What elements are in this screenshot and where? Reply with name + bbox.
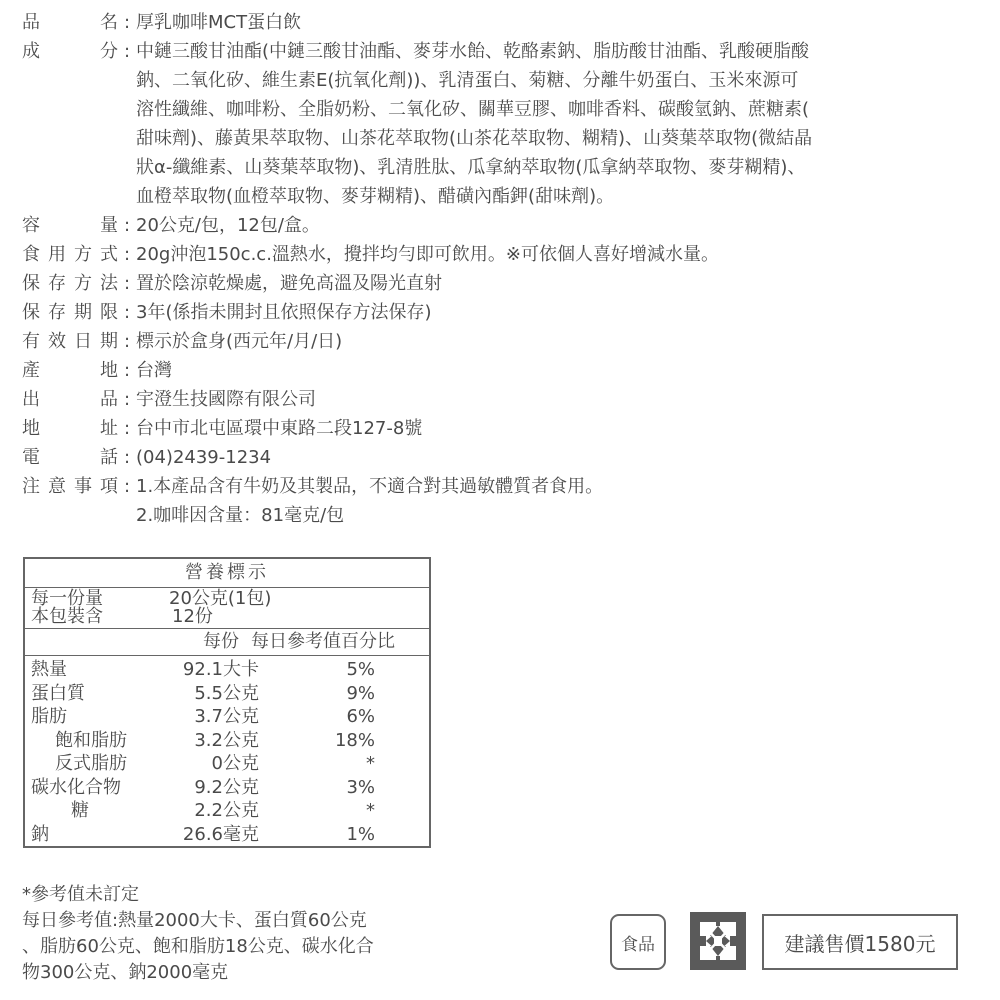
nutrition-row: [25, 658, 429, 682]
info-label: 成 分: [22, 41, 118, 62]
colon: :: [123, 41, 131, 62]
daily-ref-line: 物300公克、鈉2000毫克: [22, 962, 229, 983]
nutrient-daily-pct: *: [366, 753, 375, 774]
nutrition-row: [25, 682, 429, 706]
daily-pct-header: 每日參考值百分比: [251, 631, 395, 652]
nutrition-row: [25, 729, 429, 753]
nutrient-daily-pct: *: [366, 800, 375, 821]
servings-value: 12份: [172, 606, 213, 627]
info-label: 容 量: [22, 215, 118, 236]
info-row-address: [22, 414, 992, 443]
info-value: [136, 385, 992, 414]
suggested-price-label: 建議售價1580元: [784, 931, 936, 956]
colon: :: [123, 418, 131, 439]
info-value: [136, 37, 992, 211]
info-value-line: 台灣: [136, 360, 172, 381]
suggested-price-box: [762, 914, 958, 970]
info-row-ingredients: [22, 37, 992, 211]
info-value-line: 血橙萃取物(血橙萃取物、麥芽糊精)、醋磺內酯鉀(甜味劑)。: [136, 186, 615, 207]
nutrient-amount: 5.5公克: [194, 682, 259, 704]
info-row-manufacturer: [22, 385, 992, 414]
info-value-line: 20g沖泡150c.c.溫熱水，攪拌均勻即可飲用。※可依個人喜好增減水量。: [136, 244, 720, 265]
info-value-line: 20公克/包，12包/盒。: [136, 215, 320, 236]
nutrient-daily-pct: 1%: [346, 823, 375, 845]
colon: :: [123, 302, 131, 323]
nutrient-name: 糖: [71, 800, 89, 821]
info-label: 保 存 方 法: [22, 273, 118, 294]
info-value: [136, 298, 992, 327]
info-value: [136, 8, 992, 37]
info-value-line: 3年(係指未開封且依照保存方法保存): [136, 302, 432, 323]
servings-label: 本包裝含: [31, 606, 103, 627]
nutrition-footnote: [22, 882, 452, 986]
nutrient-daily-pct: 9%: [346, 682, 375, 704]
nutrition-row: [25, 705, 429, 729]
nutrition-row: [25, 752, 429, 776]
star-note: *參考值未訂定: [22, 884, 139, 905]
recycle-icon: [686, 910, 750, 972]
info-value: [136, 211, 992, 240]
colon: :: [123, 273, 131, 294]
nutrient-amount: 2.2公克: [194, 800, 259, 821]
info-label: 食 用 方 式: [22, 244, 118, 265]
info-row-origin: [22, 356, 992, 385]
food-badge: [610, 914, 666, 970]
info-value-line: 溶性纖維、咖啡粉、全脂奶粉、二氧化矽、關華豆膠、咖啡香料、碳酸氫鈉、蔗糖素(: [136, 99, 810, 120]
info-label: 出 品: [22, 389, 118, 410]
info-value-line: 標示於盒身(西元年/月/日): [136, 331, 343, 352]
colon: :: [123, 331, 131, 352]
nutrient-daily-pct: 18%: [334, 729, 375, 751]
info-value: [136, 472, 992, 530]
info-row-shelf-life: [22, 298, 992, 327]
colon: :: [123, 447, 131, 468]
nutrient-name: 鈉: [31, 823, 49, 845]
info-label: 電 話: [22, 447, 118, 468]
daily-ref-line: 、脂肪60公克、飽和脂肪18公克、碳水化合: [22, 936, 374, 957]
nutrition-row: [25, 799, 429, 823]
nutrient-name: 蛋白質: [31, 682, 85, 704]
info-label: 注 意 事 項: [22, 476, 118, 497]
info-row-storage: [22, 269, 992, 298]
nutrient-amount: 9.2公克: [194, 776, 259, 798]
nutrient-name: 飽和脂肪: [55, 729, 127, 751]
nutrition-rows: [25, 656, 429, 846]
info-value: [136, 443, 992, 472]
nutrient-amount: 92.1大卡: [182, 659, 259, 680]
nutrition-row: [25, 776, 429, 800]
info-label: 品 名: [22, 12, 118, 33]
serving-size-label: 每一份量: [31, 588, 103, 609]
info-value-line: (04)2439-1234: [136, 447, 272, 468]
info-label: 產 地: [22, 360, 118, 381]
info-value: [136, 269, 992, 298]
info-value: [136, 356, 992, 385]
info-value-line: 鈉、二氧化矽、維生素E(抗氧化劑))、乳清蛋白、菊糖、分離牛奶蛋白、玉米來源可: [136, 70, 799, 91]
product-info: [22, 8, 992, 530]
food-badge-label: 食品: [621, 934, 655, 955]
nutrition-facts-table: [23, 557, 431, 848]
nutrient-name: 反式脂肪: [55, 753, 127, 774]
nutrient-name: 碳水化合物: [31, 776, 121, 798]
info-value-line: 厚乳咖啡MCT蛋白飲: [136, 12, 302, 33]
colon: :: [123, 244, 131, 265]
colon: :: [123, 360, 131, 381]
info-value-line: 2.咖啡因含量：81毫克/包: [136, 505, 345, 526]
daily-ref-line: 每日參考值:熱量2000大卡、蛋白質60公克: [22, 910, 367, 931]
serving-info: [25, 588, 429, 629]
nutrient-name: 脂肪: [31, 706, 67, 727]
info-value-line: 宇澄生技國際有限公司: [136, 389, 316, 410]
nutrient-amount: 0公克: [211, 753, 259, 774]
info-value: [136, 240, 992, 269]
nutrient-amount: 3.7公克: [194, 706, 259, 727]
nutrient-amount: 26.6毫克: [182, 823, 259, 845]
info-value-line: 甜味劑)、藤黃果萃取物、山茶花萃取物(山茶花萃取物、糊精)、山葵葉萃取物(微結晶: [136, 128, 813, 149]
info-value-line: 1.本產品含有牛奶及其製品，不適合對其過敏體質者食用。: [136, 476, 604, 497]
colon: :: [123, 476, 131, 497]
info-value-line: 台中市北屯區環中東路二段127-8號: [136, 418, 423, 439]
nutrition-title: 營養標示: [25, 559, 429, 588]
info-row-product-name: [22, 8, 992, 37]
serving-size-value: 20公克(1包): [169, 588, 272, 609]
colon: :: [123, 215, 131, 236]
info-label: 地 址: [22, 418, 118, 439]
per-serving-header: 每份: [203, 631, 239, 652]
nutrient-daily-pct: 6%: [346, 706, 375, 727]
nutrient-amount: 3.2公克: [194, 729, 259, 751]
info-label: 保 存 期 限: [22, 302, 118, 323]
nutrient-daily-pct: 3%: [346, 776, 375, 798]
info-row-notes: [22, 472, 992, 530]
nutrition-column-header: [25, 629, 429, 656]
colon: :: [123, 389, 131, 410]
nutrition-row: [25, 823, 429, 847]
nutrient-name: 熱量: [31, 659, 67, 680]
info-value: [136, 327, 992, 356]
info-value-line: 中鏈三酸甘油酯(中鏈三酸甘油酯、麥芽水飴、乾酪素鈉、脂肪酸甘油酯、乳酸硬脂酸: [136, 41, 810, 62]
nutrient-daily-pct: 5%: [346, 659, 375, 680]
info-value: [136, 414, 992, 443]
info-value-line: 狀α-纖維素、山葵葉萃取物)、乳清胜肽、瓜拿納萃取物(瓜拿納萃取物、麥芽糊精)、: [136, 157, 806, 178]
info-row-volume: [22, 211, 992, 240]
colon: :: [123, 12, 131, 33]
info-row-phone: [22, 443, 992, 472]
info-value-line: 置於陰涼乾燥處，避免高溫及陽光直射: [136, 273, 442, 294]
info-row-expiry: [22, 327, 992, 356]
info-row-usage: [22, 240, 992, 269]
info-label: 有 效 日 期: [22, 331, 118, 352]
